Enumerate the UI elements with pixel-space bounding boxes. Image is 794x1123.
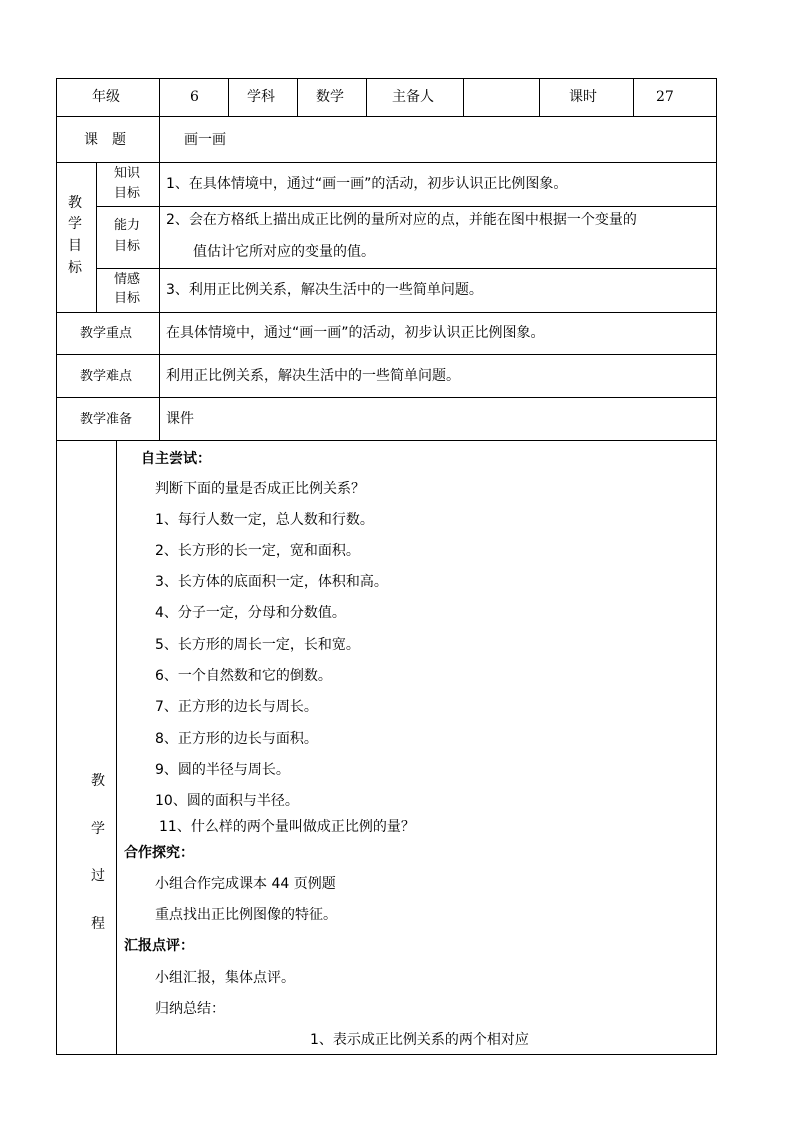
preparation-text: 课件 [166, 411, 194, 427]
knowledge-goal-text: 1、在具体情境中，通过“画一画”的活动，初步认识正比例图象。 [166, 176, 568, 192]
col-divider [633, 78, 634, 116]
ability-goal-text: 2、会在方格纸上描出成正比例的量所对应的点，并能在图中根据一个变量的 [166, 212, 637, 228]
table-border-top [56, 78, 717, 79]
col-divider [463, 78, 464, 116]
report-heading: 汇报点评： [124, 938, 194, 954]
row-divider [56, 116, 717, 117]
grade-value: 6 [190, 89, 199, 105]
list-item: 4、分子一定，分母和分数值。 [155, 605, 346, 621]
ability-goal-text: 值估计它所对应的变量的值。 [193, 244, 375, 260]
row-divider [56, 354, 717, 355]
process-label-char: 程 [91, 916, 105, 932]
topic-value: 画一画 [184, 132, 226, 148]
difficulty-label: 教学难点 [80, 369, 133, 384]
table-border-bottom [56, 1054, 717, 1055]
col-divider [539, 78, 540, 116]
subject-value: 数学 [316, 89, 344, 105]
list-item: 11、什么样的两个量叫做成正比例的量？ [159, 819, 415, 835]
subject-label: 学科 [247, 89, 275, 105]
self-try-question: 判断下面的量是否成正比例关系？ [155, 481, 365, 497]
row-divider [56, 440, 717, 441]
self-try-heading: 自主尝试： [141, 451, 211, 467]
list-item: 5、长方形的周长一定，长和宽。 [155, 637, 360, 653]
col-divider [116, 440, 117, 1055]
list-item: 9、圆的半径与周长。 [155, 762, 290, 778]
difficulty-text: 利用正比例关系，解决生活中的一些简单问题。 [166, 368, 460, 384]
row-divider [96, 206, 717, 207]
knowledge-label: 知识 [114, 166, 141, 181]
row-divider [96, 268, 717, 269]
goals-label-char: 学 [68, 216, 82, 232]
preparation-label: 教学准备 [80, 412, 133, 427]
process-label-char: 教 [91, 773, 105, 789]
list-item: 3、长方体的底面积一定，体积和高。 [155, 574, 388, 590]
period-label: 课时 [569, 89, 597, 105]
list-item: 2、长方形的长一定，宽和面积。 [155, 543, 360, 559]
period-value: 27 [656, 89, 674, 105]
grade-label: 年级 [92, 89, 120, 105]
report-line: 归纳总结： [155, 1001, 225, 1017]
goals-label-char: 教 [68, 195, 82, 211]
emotion-label: 目标 [114, 291, 141, 306]
list-item: 7、正方形的边长与周长。 [155, 699, 318, 715]
knowledge-label: 目标 [114, 186, 141, 201]
col-divider [159, 78, 160, 440]
col-divider [96, 162, 97, 312]
list-item: 6、一个自然数和它的倒数。 [155, 668, 332, 684]
list-item: 10、圆的面积与半径。 [155, 793, 299, 809]
goals-label-char: 目 [68, 238, 82, 254]
coop-line: 重点找出正比例图像的特征。 [155, 907, 337, 923]
process-label-char: 学 [91, 821, 105, 837]
coop-line: 小组合作完成课本 44 页例题 [155, 876, 336, 892]
table-border-right [716, 78, 717, 1055]
topic-label: 课 题 [84, 132, 126, 148]
summary-line: 1、表示成正比例关系的两个相对应 [310, 1032, 529, 1048]
focus-label: 教学重点 [80, 326, 133, 341]
emotion-goal-text: 3、利用正比例关系，解决生活中的一些简单问题。 [166, 282, 483, 298]
list-item: 1、每行人数一定，总人数和行数。 [155, 512, 374, 528]
row-divider [56, 397, 717, 398]
col-divider [297, 78, 298, 116]
goals-label-char: 标 [68, 260, 82, 276]
emotion-label: 情感 [114, 272, 141, 287]
col-divider [228, 78, 229, 116]
table-border-left [56, 78, 57, 1055]
process-label-char: 过 [91, 868, 105, 884]
list-item: 8、正方形的边长与面积。 [155, 731, 318, 747]
row-divider [56, 312, 717, 313]
col-divider [366, 78, 367, 116]
ability-label: 目标 [114, 239, 141, 254]
coop-heading: 合作探究： [124, 845, 194, 861]
ability-label: 能力 [114, 218, 141, 233]
preparer-label: 主备人 [392, 89, 434, 105]
row-divider [56, 162, 717, 163]
report-line: 小组汇报，集体点评。 [155, 970, 295, 986]
focus-text: 在具体情境中，通过“画一画”的活动，初步认识正比例图象。 [166, 325, 545, 341]
